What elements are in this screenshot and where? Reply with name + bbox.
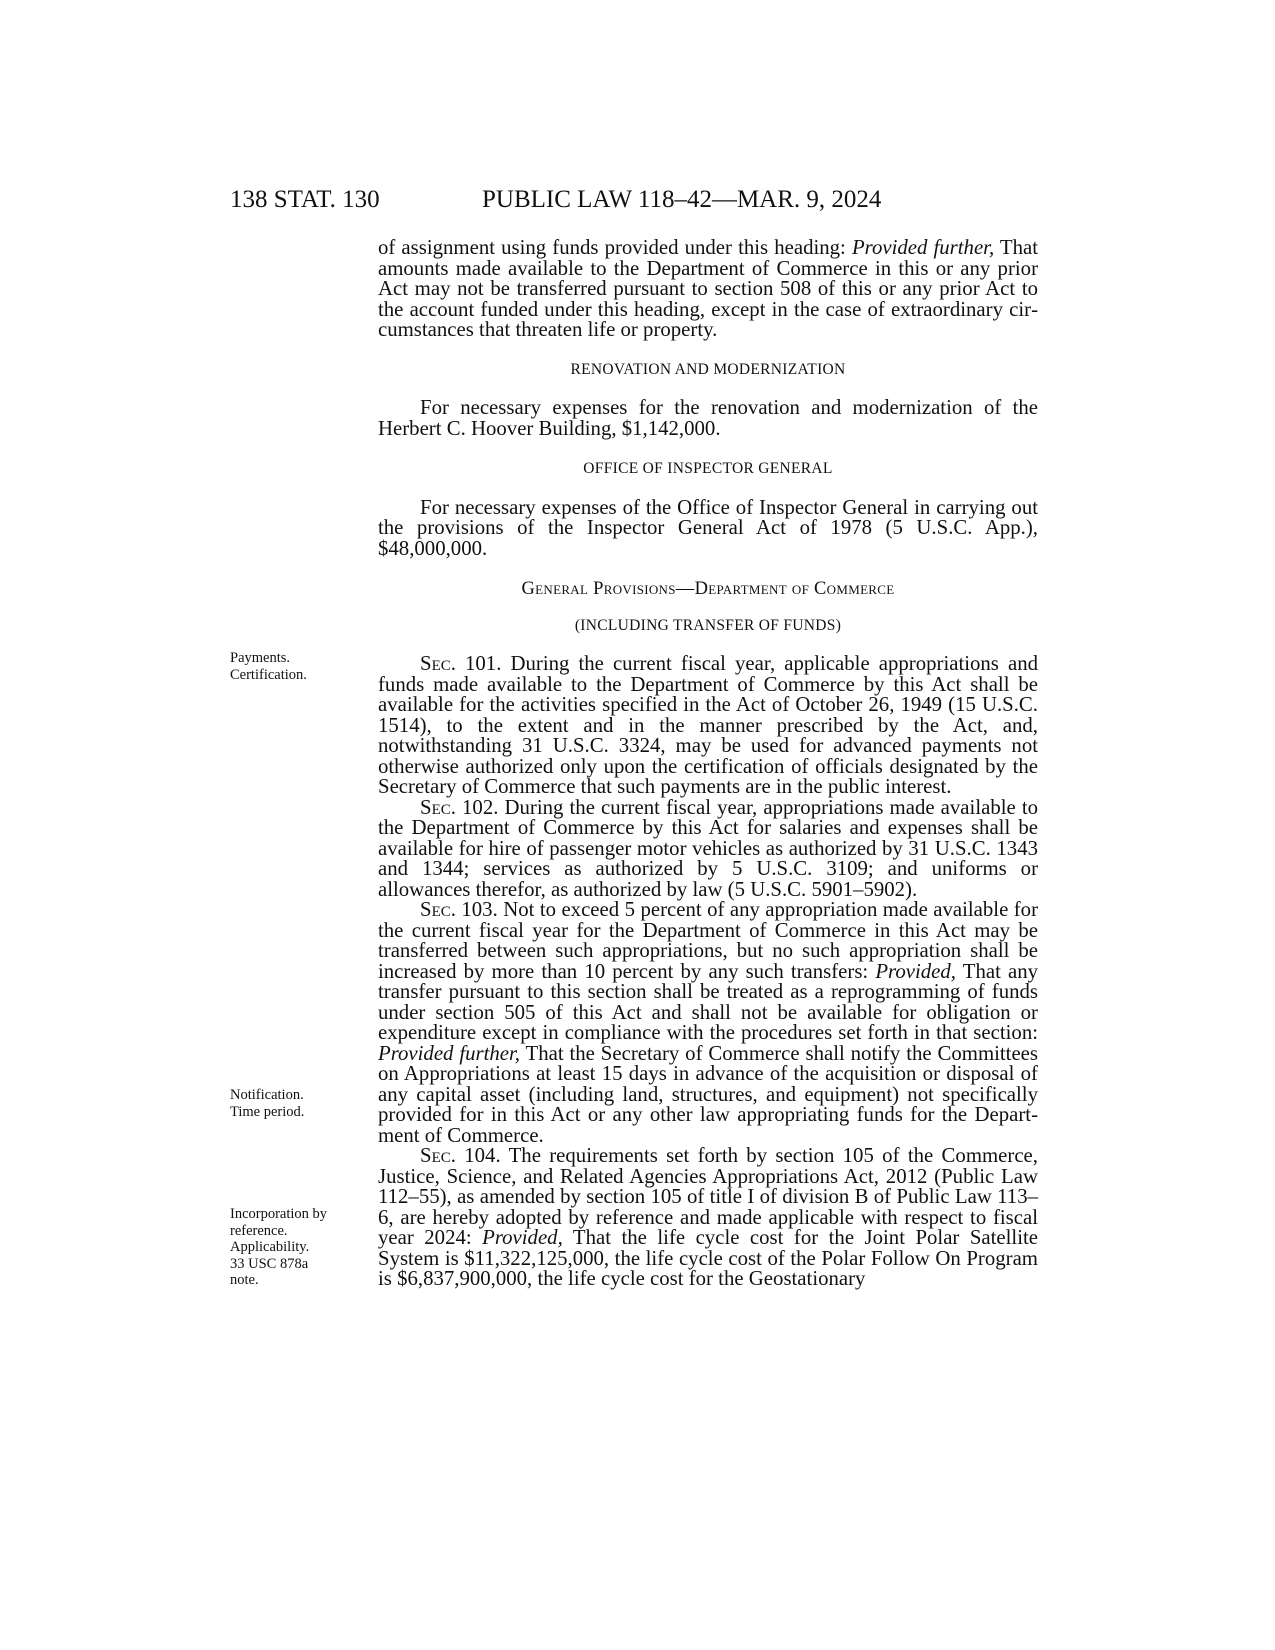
section-101 [378, 654, 1038, 798]
section-label: Sec. 101. [420, 652, 502, 675]
section-label: Sec. 104. [420, 1144, 501, 1167]
margin-note-sec103 [230, 1087, 360, 1120]
section-104 [378, 1146, 1038, 1290]
margin-note-line: 33 USC 878a [230, 1255, 309, 1272]
provided-further-italic: Provided further, [851, 236, 995, 259]
section-text: During the current fiscal year, appropriations made available to the Department of Commerce by this Act for salaries and expenses shall be available for hire of passenger motor vehicles as authorized by 31 U.S.C. 1343 and 1344; services as authorized by 5 U.S.C. 3109; and uniforms or allowances therefor, as authorized by law (5 U.S.C. 5901–5902). [378, 795, 1038, 901]
renovation-heading: RENOVATION AND MODERNIZATION [570, 360, 846, 378]
provided-italic: Provided, [875, 959, 956, 983]
general-provisions-heading [378, 579, 1038, 600]
margin-note-line: note. [230, 1272, 259, 1288]
section-text: That the life cycle cost for the Joint Polar Satellite System is $11,322,125,000, the life cycle cost of the Polar Follow On Program is $6,837,900,000, the life cycle cost for the Geostationary [378, 1226, 1038, 1290]
margin-note-line: Time period. [230, 1103, 305, 1120]
statute-page-number: 138 STAT. 130 [230, 186, 380, 213]
margin-note-line: Applicability. [230, 1239, 310, 1255]
public-law-title: PUBLIC LAW 118–42—MAR. 9, 2024 [482, 186, 882, 213]
intro-text: of assignment using funds provided under this heading: [378, 236, 852, 259]
margin-note-line: Payments. [230, 650, 291, 666]
general-provisions-heading-text: General Provisions—Department of Commerce [521, 579, 895, 599]
page-header [230, 186, 1040, 220]
section-text: Not to exceed 5 percent of any appropriation made available for the current fiscal year for the Department of Commerce in this Act may be transferred between such appropriations, but no such appropriation shall be increased by more than 10 percent by any such transfers: [378, 898, 1038, 983]
renovation-paragraph: For necessary expenses for the renovation and modernization of the Herbert C. Hoover Building, $1,142,000. [378, 396, 1038, 440]
section-text: That the Secretary of Commerce shall notify the Committees on Appropriations at least 15 days in advance of the acquisition or disposal of any capital asset (including land, structures, and equipment) not specifically provided for in this Act or any other law appropriating funds for the Department of Commerce. [378, 1041, 1039, 1147]
section-text: That any transfer pursuant to this section shall be treated as a reprogramming of funds under section 505 of this Act and shall not be available for obligation or expenditure except in compliance with the procedures set forth in that section: [378, 959, 1038, 1044]
intro-text-cont: That amounts made available to the Department of Commerce in this or any prior Act may not be transferred pursuant to section 508 of this or any prior Act to the account funded under this heading, except in the case of extraordinary circumstances that threaten life or property. [378, 236, 1039, 341]
section-103 [378, 900, 1038, 1146]
margin-note-line: Notification. [230, 1087, 304, 1103]
main-text-column [378, 238, 1038, 1290]
section-label: Sec. 103. [420, 898, 498, 921]
provided-italic: Provided, [482, 1226, 563, 1249]
section-text: The requirements set forth by section 105 of the Commerce, Justice, Science, and Related Agencies Appropriations Act, 2012 (Public Law 112–55), as amended by section 105 of title I of division B of Public Law 113–6, are hereby adopted by reference and made applicable with respect to fiscal year 2024: [378, 1144, 1038, 1249]
margin-note-line: reference. [230, 1222, 288, 1239]
margin-note-line: Incorporation by [230, 1206, 328, 1222]
margin-note-sec104 [230, 1206, 360, 1289]
oig-heading: OFFICE OF INSPECTOR GENERAL [583, 460, 833, 477]
transfer-of-funds-subheading: (INCLUDING TRANSFER OF FUNDS) [574, 616, 842, 634]
provided-further-italic: Provided further, [378, 1041, 521, 1065]
intro-paragraph [378, 238, 1038, 341]
section-102 [378, 795, 1038, 901]
oig-paragraph: For necessary expenses of the Office of Inspector General in carrying out the provisions of the Inspector General Act of 1978 (5 U.S.C. App.), $48,000,000. [378, 495, 1038, 560]
margin-note-line: Certification. [230, 666, 307, 683]
margin-note-sec101 [230, 650, 360, 683]
section-label: Sec. 102. [420, 795, 499, 819]
section-text: During the current fiscal year, applicable appropriations and funds made available to the Department of Commerce by this Act shall be available for the activities specified in the Act of October 26, 1949 (15 U.S.C. 1514), to the extent and in the manner prescribed by the Act, and, notwithstanding 31 U.S.C. 3324, may be used for advanced payments not otherwise authorized only upon the certification of officials designated by the Secretary of Commerce that such payments are in the public interest. [378, 652, 1038, 798]
